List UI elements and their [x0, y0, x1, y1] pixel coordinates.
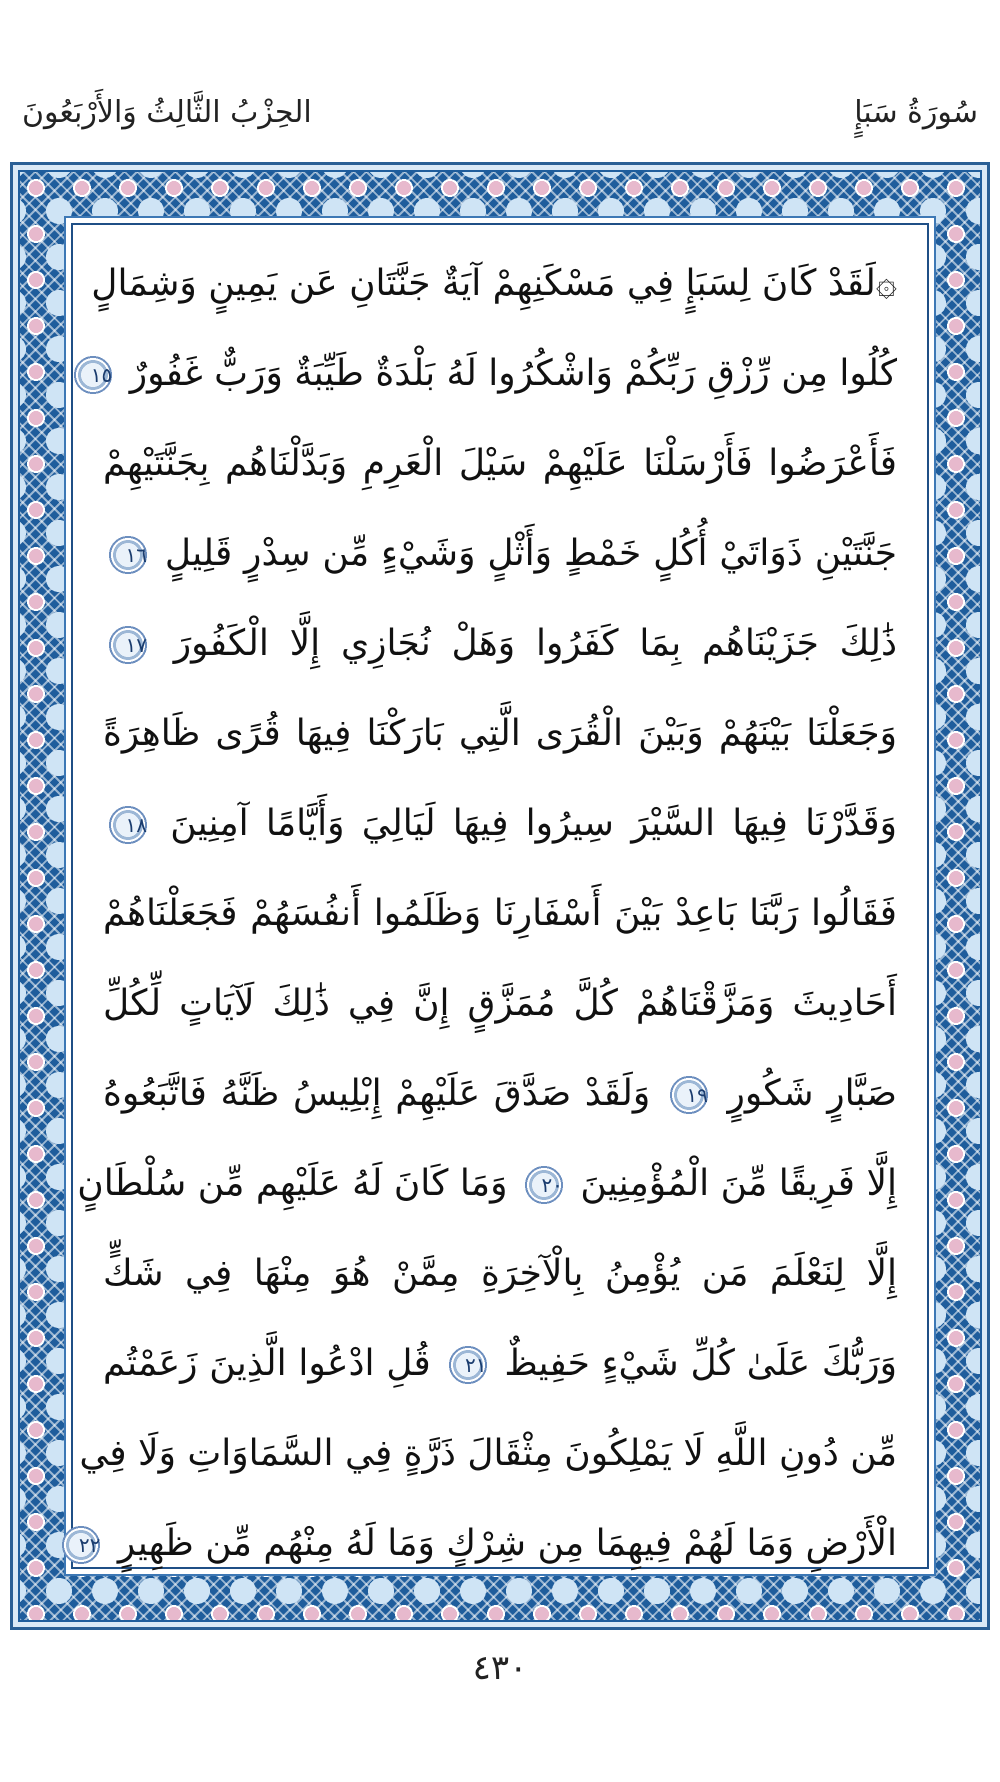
ayah-number-marker: ١٩ — [670, 1074, 708, 1116]
verse-text: فَقَالُوا رَبَّنَا بَاعِدْ بَيْنَ أَسْفَارِنَا وَظَلَمُوا أَنفُسَهُمْ فَجَعَلْنَاهُمْ — [103, 893, 897, 934]
ornamental-border — [10, 162, 990, 1630]
verse-text: وَمَا كَانَ لَهُ عَلَيْهِم مِّن سُلْطَانٍ — [77, 1163, 508, 1204]
verse-text: ذَٰلِكَ جَزَيْنَاهُم بِمَا كَفَرُوا وَهَلْ نُجَازِي إِلَّا الْكَفُورَ — [173, 623, 897, 664]
ayah-number-marker: ١٦ — [109, 534, 147, 576]
ayah-number-marker: ٢٢ — [62, 1524, 100, 1566]
verse-text: وَلَقَدْ صَدَّقَ عَلَيْهِمْ إِبْلِيسُ ظَنَّهُ فَاتَّبَعُوهُ — [103, 1073, 651, 1114]
ayah-number-marker: ١٧ — [109, 624, 147, 666]
ayah-number-marker: ٢١ — [449, 1344, 487, 1386]
verse-text: فَأَعْرَضُوا فَأَرْسَلْنَا عَلَيْهِمْ سَيْلَ الْعَرِمِ وَبَدَّلْنَاهُم بِجَنَّتَيْهِمْ — [103, 443, 897, 484]
verse-line — [91, 239, 897, 329]
text-panel — [71, 223, 929, 1569]
verse-text: وَجَعَلْنَا بَيْنَهُمْ وَبَيْنَ الْقُرَى الَّتِي بَارَكْنَا فِيهَا قُرًى ظَاهِرَةً — [103, 713, 897, 754]
page-header — [22, 82, 978, 142]
verse-line — [79, 1409, 897, 1499]
verse-line — [103, 779, 897, 869]
verse-text: وَرَبُّكَ عَلَىٰ كُلِّ شَيْءٍ حَفِيظٌ — [504, 1343, 897, 1384]
verse-line — [77, 1139, 897, 1229]
verse-line — [103, 689, 897, 779]
verse-text: جَنَّتَيْنِ ذَوَاتَيْ أُكُلٍ خَمْطٍ وَأَثْلٍ وَشَيْءٍ مِّن سِدْرٍ قَلِيلٍ — [164, 533, 897, 574]
verse-line — [103, 1319, 897, 1409]
verse-text: إِلَّا لِنَعْلَمَ مَن يُؤْمِنُ بِالْآخِرَةِ مِمَّنْ هُوَ مِنْهَا فِي شَكٍّ — [103, 1253, 897, 1294]
verse-text: مِّن دُونِ اللَّهِ لَا يَمْلِكُونَ مِثْقَالَ ذَرَّةٍ فِي السَّمَاوَاتِ وَلَا فِي — [79, 1433, 897, 1474]
verse-line — [103, 599, 897, 689]
verse-text: إِلَّا فَرِيقًا مِّنَ الْمُؤْمِنِينَ — [580, 1163, 897, 1204]
verse-line — [78, 1499, 897, 1589]
ayah-number-marker: ١٨ — [109, 804, 147, 846]
verse-line — [103, 869, 897, 959]
verse-line — [103, 509, 897, 599]
verse-line — [103, 1049, 897, 1139]
verse-text: الْأَرْضِ وَمَا لَهُمْ فِيهِمَا مِن شِرْكٍ وَمَا لَهُ مِنْهُم مِّن ظَهِيرٍ — [117, 1523, 897, 1564]
verse-text: صَبَّارٍ شَكُورٍ — [727, 1073, 897, 1114]
verse-text: وَقَدَّرْنَا فِيهَا السَّيْرَ سِيرُوا فِيهَا لَيَالِيَ وَأَيَّامًا آمِنِينَ — [170, 803, 897, 844]
ayah-number-marker: ٢٠ — [525, 1164, 563, 1206]
verse-text: ۞لَقَدْ كَانَ لِسَبَإٍ فِي مَسْكَنِهِمْ آيَةٌ جَنَّتَانِ عَن يَمِينٍ وَشِمَالٍ — [91, 263, 897, 304]
hizb-label: الحِزْبُ الثَّالِثُ وَالأَرْبَعُونَ — [22, 94, 312, 130]
verse-text: كُلُوا مِن رِّزْقِ رَبِّكُمْ وَاشْكُرُوا لَهُ بَلْدَةٌ طَيِّبَةٌ وَرَبٌّ غَفُورٌ — [129, 353, 897, 394]
verse-lines — [77, 239, 897, 1564]
verse-text: قُلِ ادْعُوا الَّذِينَ زَعَمْتُم — [103, 1343, 431, 1384]
surah-name: سُورَةُ سَبَإٍ — [854, 94, 978, 130]
verse-line — [103, 959, 897, 1049]
verse-line — [103, 1229, 897, 1319]
verse-text: أَحَادِيثَ وَمَزَّقْنَاهُمْ كُلَّ مُمَزَّقٍ إِنَّ فِي ذَٰلِكَ لَآيَاتٍ لِّكُلِّ — [103, 983, 897, 1024]
verse-line — [103, 419, 897, 509]
verse-line — [90, 329, 897, 419]
ayah-number-marker: ١٥ — [74, 354, 112, 396]
page-number: ٤٣٠ — [472, 1648, 528, 1688]
